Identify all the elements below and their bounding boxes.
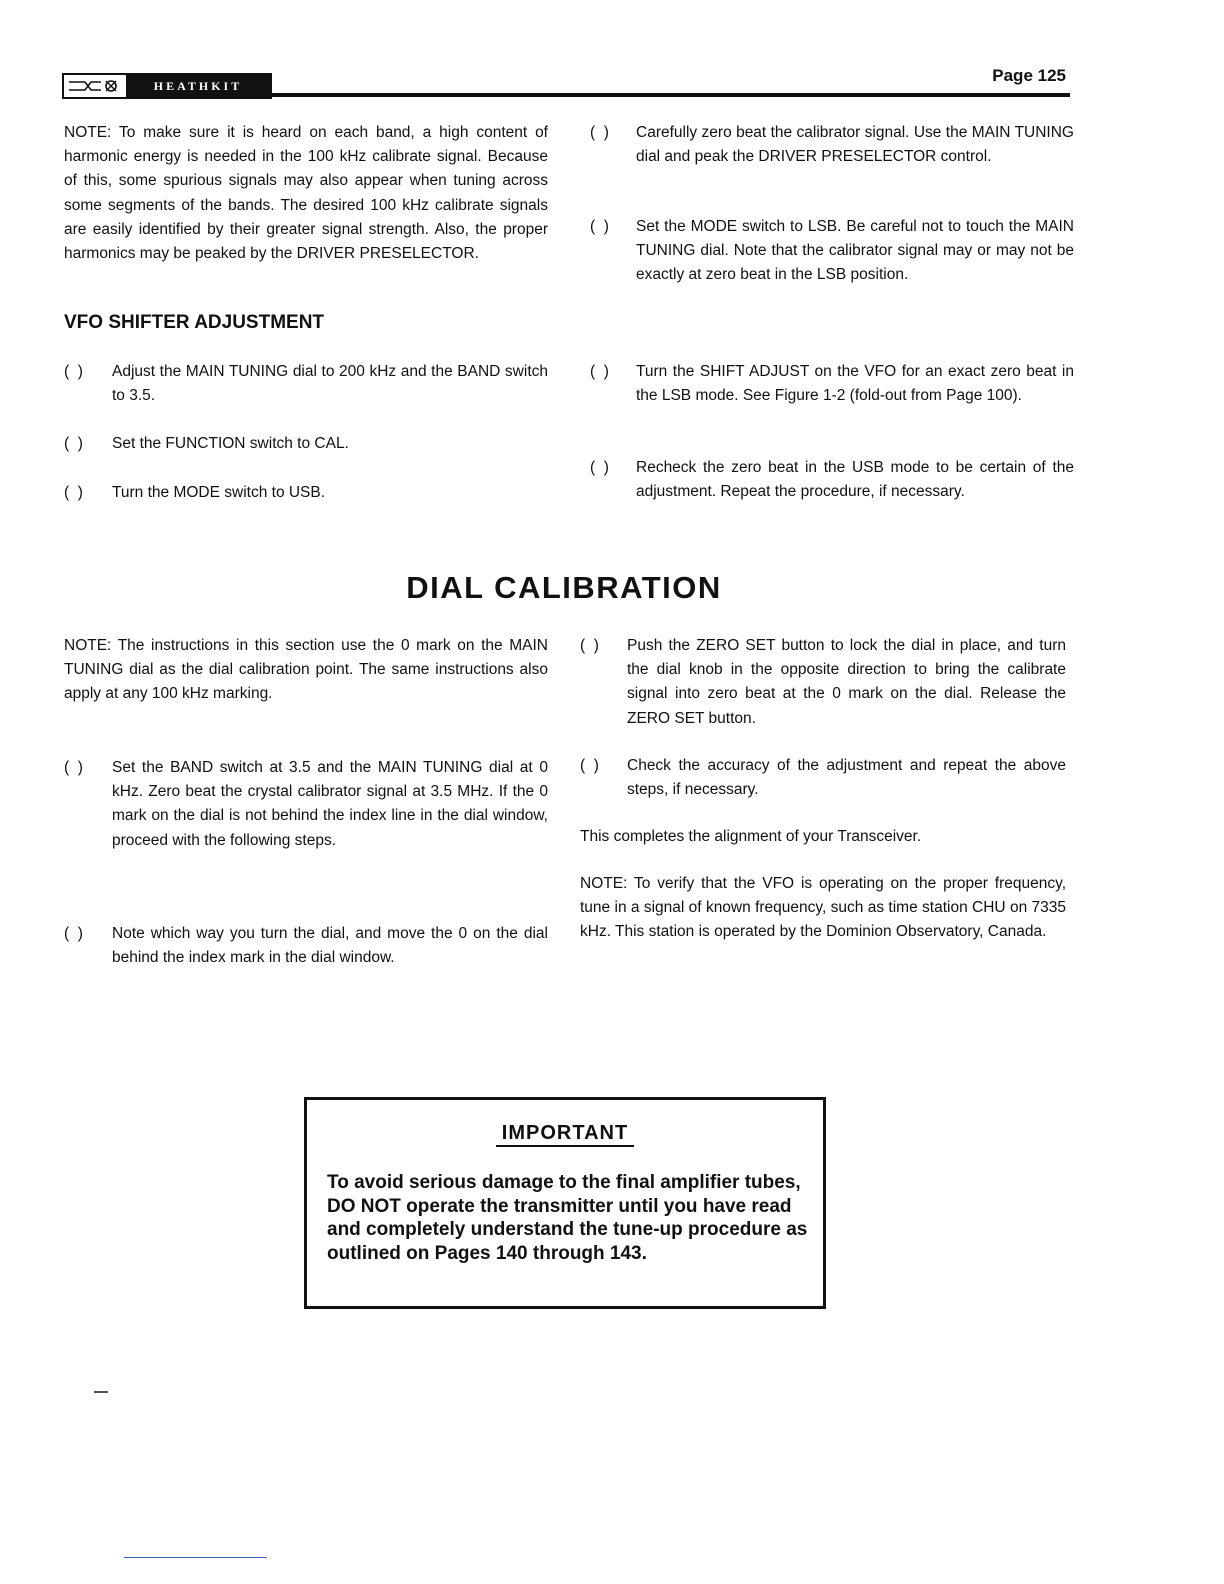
- checkbox[interactable]: ( ): [590, 363, 609, 380]
- checkbox[interactable]: ( ): [64, 759, 83, 776]
- important-box: [304, 1097, 826, 1309]
- important-title-text: IMPORTANT: [496, 1122, 634, 1147]
- step-text: Set the MODE switch to LSB. Be careful not to touch the MAIN TUNING dial. Note that the calibrator signal may or may not be exactly at zero beat in the LSB position.: [636, 218, 1074, 284]
- important-text: To avoid serious damage to the final amplifier tubes, DO NOT operate the transmitter until you have read and completely understand the tune-up procedure as outlined on Pages 140 through 143.: [327, 1172, 808, 1264]
- header-rule: [272, 93, 1070, 97]
- logo-emblem: [64, 75, 126, 97]
- checklist-step[interactable]: [64, 481, 548, 507]
- checkbox[interactable]: ( ): [580, 757, 599, 774]
- step-text: Set the BAND switch at 3.5 and the MAIN TUNING dial at 0 kHz. Zero beat the crystal calibrator signal at 3.5 MHz. If the 0 mark on the dial is not behind the index line in the dial window, proceed with the following steps.: [112, 759, 548, 849]
- checklist-step[interactable]: [64, 756, 548, 878]
- step-text: Carefully zero beat the calibrator signal. Use the MAIN TUNING dial and peak the DRIVER PRESELECTOR control.: [636, 124, 1074, 166]
- vfo-shifter-heading: VFO SHIFTER ADJUSTMENT: [64, 312, 325, 333]
- harmonic-note: [64, 121, 548, 266]
- checklist-step[interactable]: [580, 634, 1066, 732]
- wave-emblem-icon: [67, 76, 123, 96]
- note-text: NOTE: To make sure it is heard on each band, a high content of harmonic energy is needed in the 100 kHz calibrate signal. Because of this, some spurious signals may also appear when tuning across some segments of the bands. The desired 100 kHz calibrate signals are easily identified by their greater signal strength. Also, the proper harmonics may be peaked by the DRIVER PRESELECTOR.: [64, 124, 548, 263]
- step-text: Set the FUNCTION switch to CAL.: [112, 435, 349, 452]
- step-text: Recheck the zero beat in the USB mode to be certain of the adjustment. Repeat the procedure, if necessary.: [636, 459, 1074, 501]
- page-number: Page 125: [992, 66, 1066, 85]
- checklist-step[interactable]: [64, 360, 548, 410]
- checkbox[interactable]: ( ): [64, 363, 83, 380]
- checklist-step[interactable]: [580, 754, 1066, 804]
- checkbox[interactable]: ( ): [64, 435, 83, 452]
- completion-text: [580, 825, 1066, 849]
- completion-line: This completes the alignment of your Transceiver.: [580, 828, 922, 845]
- stray-mark: [94, 1391, 108, 1393]
- checkbox[interactable]: ( ): [64, 925, 83, 942]
- vfo-note: [580, 872, 1066, 945]
- bottom-underline: [124, 1557, 267, 1558]
- step-text: Turn the SHIFT ADJUST on the VFO for an exact zero beat in the LSB mode. See Figure 1-2 (fold-out from Page 100).: [636, 363, 1074, 405]
- checklist-step[interactable]: [590, 121, 1074, 195]
- checkbox[interactable]: ( ): [590, 218, 609, 235]
- step-text: Check the accuracy of the adjustment and repeat the above steps, if necessary.: [627, 757, 1066, 799]
- checklist-step[interactable]: [590, 215, 1074, 313]
- brand-name: HEATHKIT: [126, 75, 270, 97]
- step-text: Note which way you turn the dial, and move the 0 on the dial behind the index mark in the dial window.: [112, 925, 548, 967]
- checkbox[interactable]: ( ): [590, 124, 609, 141]
- heathkit-logo: [62, 73, 272, 99]
- checklist-step[interactable]: [590, 456, 1074, 506]
- note-text: NOTE: To verify that the VFO is operating on the proper frequency, tune in a signal of known frequency, such as time station CHU on 7335 kHz. This station is operated by the Dominion Observatory, Canada.: [580, 875, 1066, 941]
- checklist-step[interactable]: [64, 432, 548, 458]
- important-title: [307, 1122, 823, 1145]
- dial-note: [64, 634, 548, 707]
- checkbox[interactable]: ( ): [64, 484, 83, 501]
- checklist-step[interactable]: [590, 360, 1074, 434]
- note-text: NOTE: The instructions in this section use the 0 mark on the MAIN TUNING dial as the dial calibration point. The same instructions also apply at any 100 kHz marking.: [64, 637, 548, 703]
- step-text: Adjust the MAIN TUNING dial to 200 kHz and the BAND switch to 3.5.: [112, 363, 548, 405]
- step-text: Turn the MODE switch to USB.: [112, 484, 326, 501]
- section-title: DIAL CALIBRATION: [406, 570, 722, 605]
- checklist-step[interactable]: [64, 922, 548, 972]
- checkbox[interactable]: ( ): [580, 637, 599, 654]
- step-text: Push the ZERO SET button to lock the dial in place, and turn the dial knob in the opposite direction to bring the calibrate signal into zero beat at the 0 mark on the dial. Release the ZERO SET button.: [627, 637, 1066, 727]
- checkbox[interactable]: ( ): [590, 459, 609, 476]
